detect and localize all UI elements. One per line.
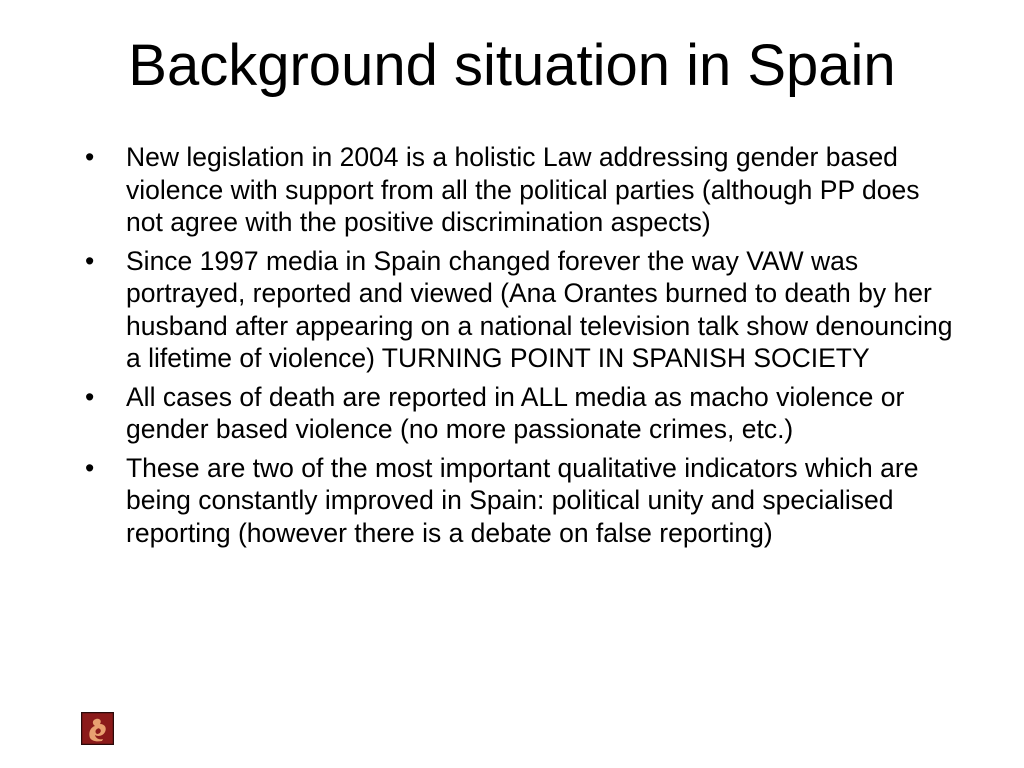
bullet-dot: •: [85, 381, 95, 412]
logo-icon: [81, 712, 114, 745]
bullet-item: [85, 381, 955, 446]
bullet-dot: •: [85, 245, 95, 276]
bullet-text: Since 1997 media in Spain changed forever the way VAW was portrayed, reported and viewed (Ana Orantes burned to death by her husband after appearing on a national television talk show denouncing a lifetime of violence) TURNING POINT IN SPANISH SOCIETY: [126, 245, 953, 373]
bullet-dot: •: [85, 452, 95, 483]
bullet-item: [85, 141, 955, 239]
bullet-dot: •: [85, 142, 95, 172]
bullet-item: [85, 452, 955, 550]
bullet-text: These are two of the most important qualitative indicators which are being constantly improved in Spain: political unity and specialised reporting (however there is a debate on false reporting): [126, 452, 919, 548]
slide-title: Background situation in Spain: [128, 33, 896, 98]
bullet-text: All cases of death are reported in ALL media as macho violence or gender based violence (no more passionate crimes, etc.): [126, 381, 905, 444]
bullet-text: New legislation in 2004 is a holistic Law addressing gender based violence with support from all the political parties (although PP does not agree with the positive discrimination aspects): [126, 142, 920, 237]
bullet-item: [85, 245, 955, 375]
bullet-list: [85, 141, 955, 555]
